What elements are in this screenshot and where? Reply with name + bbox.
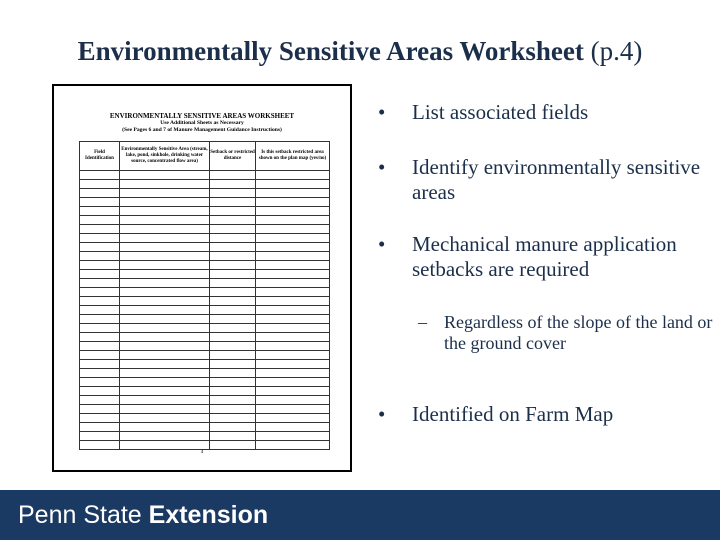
worksheet-blank-cell (120, 279, 210, 288)
worksheet-blank-cell (120, 198, 210, 207)
worksheet-blank-row (80, 306, 330, 315)
worksheet-blank-cell (210, 279, 256, 288)
worksheet-blank-cell (256, 171, 330, 180)
worksheet-blank-cell (210, 216, 256, 225)
worksheet-blank-cell (256, 441, 330, 450)
worksheet-blank-cell (80, 234, 120, 243)
worksheet-blank-cell (256, 315, 330, 324)
worksheet-blank-cell (80, 225, 120, 234)
worksheet-blank-cell (120, 225, 210, 234)
worksheet-blank-cell (120, 171, 210, 180)
worksheet-blank-row (80, 333, 330, 342)
bullet-glyph: • (378, 100, 386, 124)
worksheet-blank-cell (80, 189, 120, 198)
worksheet-image (52, 84, 352, 472)
worksheet-blank-cell (80, 423, 120, 432)
worksheet-blank-cell (256, 243, 330, 252)
worksheet-blank-cell (120, 288, 210, 297)
worksheet-blank-cell (120, 243, 210, 252)
worksheet-blank-cell (120, 342, 210, 351)
worksheet-blank-row (80, 387, 330, 396)
bullet-item (378, 100, 713, 125)
worksheet-blank-cell (210, 405, 256, 414)
worksheet-blank-cell (256, 342, 330, 351)
worksheet-blank-cell (210, 261, 256, 270)
worksheet-blank-row (80, 189, 330, 198)
worksheet-blank-cell (80, 243, 120, 252)
worksheet-page-number: 4 (200, 450, 204, 455)
worksheet-blank-cell (256, 297, 330, 306)
worksheet-blank-row (80, 369, 330, 378)
worksheet-blank-cell (210, 189, 256, 198)
worksheet-blank-cell (210, 207, 256, 216)
worksheet-blank-cell (120, 360, 210, 369)
worksheet-blank-cell (80, 171, 120, 180)
sub-bullet-text: Regardless of the slope of the land or the ground cover (444, 312, 713, 353)
worksheet-header-row (80, 142, 330, 171)
worksheet-blank-cell (256, 378, 330, 387)
worksheet-blank-cell (120, 369, 210, 378)
worksheet-blank-row (80, 234, 330, 243)
worksheet-blank-cell (210, 306, 256, 315)
worksheet-blank-cell (120, 261, 210, 270)
worksheet-blank-cell (120, 414, 210, 423)
worksheet-blank-row (80, 297, 330, 306)
worksheet-table (79, 141, 330, 450)
worksheet-blank-row (80, 198, 330, 207)
worksheet-col-header: Is this setback restricted area shown on the plan map (yes/no) (256, 142, 330, 171)
brand-regular: Penn State (18, 501, 149, 529)
worksheet-blank-cell (80, 378, 120, 387)
worksheet-blank-cell (256, 360, 330, 369)
worksheet-blank-cell (256, 180, 330, 189)
worksheet-blank-cell (80, 414, 120, 423)
worksheet-blank-cell (210, 171, 256, 180)
worksheet-blank-cell (256, 423, 330, 432)
worksheet-blank-cell (120, 324, 210, 333)
worksheet-blank-cell (210, 396, 256, 405)
slide-title (0, 36, 720, 67)
worksheet-blank-cell (80, 360, 120, 369)
worksheet-blank-cell (80, 387, 120, 396)
worksheet-blank-cell (120, 180, 210, 189)
bullet-item (378, 402, 713, 427)
worksheet-blank-cell (80, 441, 120, 450)
worksheet-blank-cell (256, 234, 330, 243)
bullet-glyph: • (378, 155, 386, 179)
worksheet-blank-cell (120, 387, 210, 396)
worksheet-blank-row (80, 360, 330, 369)
worksheet-blank-cell (120, 252, 210, 261)
worksheet-blank-cell (210, 378, 256, 387)
worksheet-blank-cell (80, 333, 120, 342)
worksheet-blank-cell (256, 333, 330, 342)
brand-bold: Extension (148, 501, 269, 529)
worksheet-blank-row (80, 423, 330, 432)
worksheet-blank-row (80, 225, 330, 234)
worksheet-blank-cell (256, 387, 330, 396)
worksheet-table-body (80, 171, 330, 450)
worksheet-blank-cell (120, 297, 210, 306)
worksheet-blank-cell (210, 441, 256, 450)
worksheet-blank-row (80, 378, 330, 387)
worksheet-blank-cell (210, 342, 256, 351)
worksheet-blank-cell (80, 396, 120, 405)
worksheet-blank-row (80, 243, 330, 252)
worksheet-col-header: Setback or restricted distance (210, 142, 256, 171)
worksheet-title: ENVIRONMENTALLY SENSITIVE AREAS WORKSHEET (109, 112, 295, 120)
worksheet-blank-cell (256, 279, 330, 288)
worksheet-blank-cell (120, 270, 210, 279)
worksheet-header (54, 112, 350, 134)
worksheet-blank-row (80, 414, 330, 423)
worksheet-blank-row (80, 396, 330, 405)
worksheet-blank-cell (80, 369, 120, 378)
worksheet-blank-cell (80, 207, 120, 216)
worksheet-blank-cell (80, 270, 120, 279)
worksheet-blank-row (80, 216, 330, 225)
worksheet-blank-cell (120, 189, 210, 198)
worksheet-blank-cell (120, 432, 210, 441)
worksheet-blank-cell (210, 288, 256, 297)
worksheet-blank-cell (120, 351, 210, 360)
worksheet-blank-cell (256, 324, 330, 333)
worksheet-blank-cell (80, 279, 120, 288)
worksheet-blank-cell (120, 207, 210, 216)
worksheet-blank-row (80, 324, 330, 333)
worksheet-blank-cell (210, 423, 256, 432)
worksheet-blank-cell (210, 180, 256, 189)
bullet-text: Identified on Farm Map (412, 402, 614, 426)
worksheet-blank-cell (120, 315, 210, 324)
worksheet-blank-cell (210, 234, 256, 243)
bullet-text: Identify environmentally sensitive areas (412, 155, 701, 204)
worksheet-blank-row (80, 252, 330, 261)
worksheet-blank-cell (210, 198, 256, 207)
worksheet-blank-cell (80, 261, 120, 270)
worksheet-col-header: Field Identification (80, 142, 120, 171)
worksheet-blank-cell (210, 297, 256, 306)
footer-bar (0, 490, 720, 540)
worksheet-blank-cell (256, 207, 330, 216)
worksheet-blank-cell (210, 369, 256, 378)
worksheet-subtitle-2: (See Pages 6 and 7 of Manure Management Guidance Instructions) (122, 127, 282, 133)
worksheet-blank-cell (256, 351, 330, 360)
worksheet-blank-cell (80, 297, 120, 306)
worksheet-blank-cell (80, 252, 120, 261)
worksheet-blank-cell (256, 306, 330, 315)
worksheet-blank-row (80, 270, 330, 279)
worksheet-blank-cell (210, 324, 256, 333)
worksheet-blank-cell (80, 306, 120, 315)
worksheet-blank-cell (80, 405, 120, 414)
worksheet-blank-row (80, 351, 330, 360)
worksheet-blank-cell (120, 216, 210, 225)
worksheet-blank-cell (210, 351, 256, 360)
bullet-item (378, 155, 713, 205)
worksheet-blank-cell (256, 405, 330, 414)
worksheet-blank-cell (256, 270, 330, 279)
worksheet-blank-cell (210, 252, 256, 261)
worksheet-blank-row (80, 432, 330, 441)
worksheet-blank-row (80, 261, 330, 270)
worksheet-blank-cell (120, 396, 210, 405)
worksheet-col-header: Environmentally Sensitive Area (stream, lake, pond, sinkhole, drinking water source, concentrated flow area) (120, 142, 210, 171)
worksheet-blank-cell (80, 198, 120, 207)
bullet-glyph: • (378, 402, 386, 426)
bullet-glyph: • (378, 232, 386, 256)
worksheet-blank-cell (80, 324, 120, 333)
worksheet-blank-cell (80, 351, 120, 360)
worksheet-blank-cell (256, 189, 330, 198)
worksheet-blank-cell (120, 378, 210, 387)
worksheet-blank-row (80, 405, 330, 414)
worksheet-blank-cell (256, 288, 330, 297)
slide-title-bold: Environmentally Sensitive Areas Worksheet (77, 36, 584, 66)
worksheet-blank-cell (256, 432, 330, 441)
worksheet-blank-cell (80, 432, 120, 441)
worksheet-blank-cell (210, 414, 256, 423)
worksheet-blank-cell (210, 243, 256, 252)
worksheet-blank-cell (120, 333, 210, 342)
bullet-text: Mechanical manure application setbacks are required (412, 232, 677, 281)
worksheet-blank-cell (256, 414, 330, 423)
worksheet-blank-cell (120, 423, 210, 432)
worksheet-blank-cell (256, 261, 330, 270)
worksheet-blank-cell (120, 441, 210, 450)
worksheet-blank-cell (210, 315, 256, 324)
worksheet-blank-cell (120, 405, 210, 414)
bullet-item (378, 232, 713, 282)
worksheet-blank-cell (210, 387, 256, 396)
worksheet-blank-cell (210, 225, 256, 234)
worksheet-blank-row (80, 207, 330, 216)
worksheet-blank-cell (256, 396, 330, 405)
worksheet-blank-cell (80, 288, 120, 297)
worksheet-blank-cell (256, 216, 330, 225)
slide-title-suffix: (p.4) (583, 36, 643, 66)
worksheet-blank-cell (80, 180, 120, 189)
worksheet-blank-row (80, 288, 330, 297)
worksheet-blank-cell (120, 306, 210, 315)
worksheet-blank-cell (210, 333, 256, 342)
worksheet-blank-row (80, 180, 330, 189)
worksheet-blank-cell (80, 315, 120, 324)
penn-state-extension-logo (18, 490, 268, 540)
worksheet-blank-cell (210, 432, 256, 441)
worksheet-blank-cell (210, 270, 256, 279)
worksheet-blank-row (80, 441, 330, 450)
worksheet-blank-cell (256, 252, 330, 261)
worksheet-blank-row (80, 171, 330, 180)
worksheet-blank-row (80, 315, 330, 324)
worksheet-blank-row (80, 342, 330, 351)
worksheet-blank-cell (256, 369, 330, 378)
dash-glyph: – (418, 312, 427, 332)
worksheet-subtitle-1: Use Additional Sheets as Necessary (160, 120, 244, 126)
bullet-text: List associated fields (412, 100, 589, 124)
worksheet-blank-cell (256, 198, 330, 207)
worksheet-blank-cell (80, 342, 120, 351)
worksheet-blank-cell (210, 360, 256, 369)
worksheet-blank-cell (80, 216, 120, 225)
worksheet-blank-cell (120, 234, 210, 243)
worksheet-blank-cell (256, 225, 330, 234)
sub-bullet-item (378, 312, 713, 354)
worksheet-blank-row (80, 279, 330, 288)
